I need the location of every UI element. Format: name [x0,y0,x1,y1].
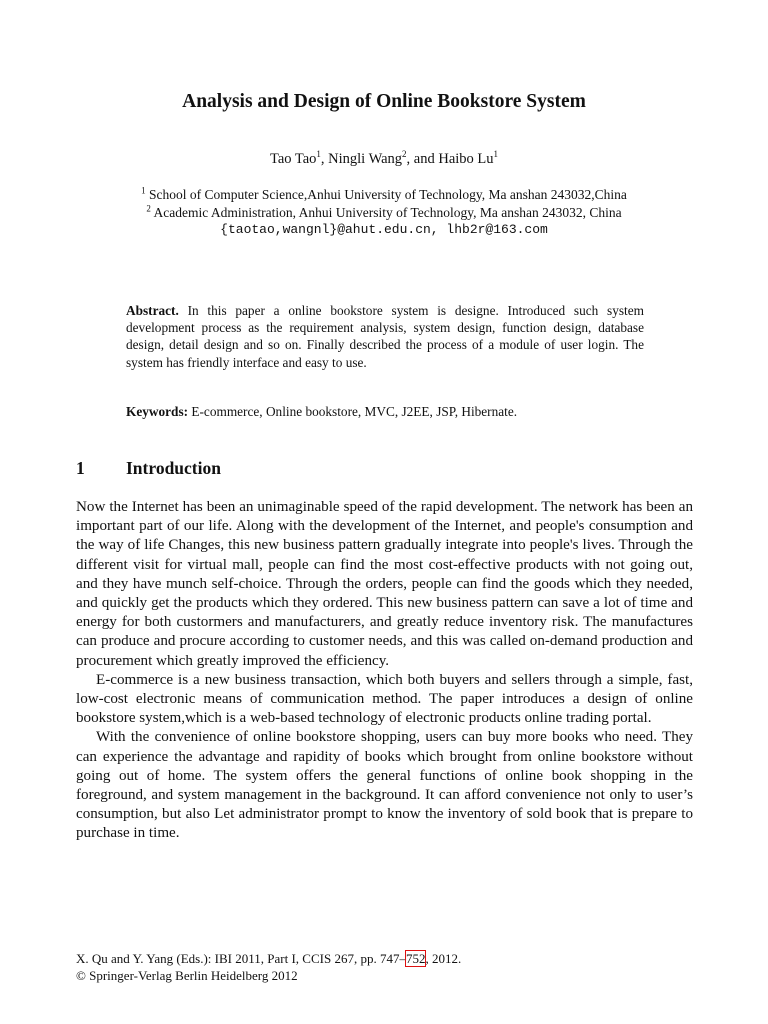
citation-prefix: X. Qu and Y. Yang (Eds.): IBI 2011, Part I, CCIS 267, pp. 747– [76,951,406,966]
page-end-link[interactable]: 752 [405,951,426,966]
abstract-text: In this paper a online bookstore system is designe. Introduced such system development process as the requirement analysis, system design, function design, database design, detail design and so on. Finally described the process of a module of user login. The system has friendly interface and easy to use. [126,303,644,370]
author-name: Haibo Lu [438,151,494,167]
affiliation-mark: 2 [146,203,151,214]
paragraph: Now the Internet has been an unimaginable speed of the rapid development. The network has been an important part of our life. Along with the development of the Internet, and people's consumption and the way of life Changes, this new business pattern gradually integrate into people's lives. Through the different visit for virtual mall, people can find the most cost-effective products with not going out, and they have munch self-choice. Through the orders, people can find the goods which they needed, and quickly get the products which they ordered. This new business pattern can save a lot of time and energy for both custormers and manufacturers, and greatly reduce inventory risk. The manufactures can produce and procure according to customer needs, and this was called on-demand production and procurement which greatly improved the efficiency. [76,499,693,669]
paragraph: With the convenience of online bookstore shopping, users can buy more books who need. They can experience the advantage and rapidity of books which brought from online bookstore without going out of home. The system offers the general functions of online book shopping in the foreground, and system management in the background. It can afford convenience not only to user’s consumption, but also Let administrator prompt to know the inventory of sold book that is prepare to purchase in time. [76,729,693,842]
citation-suffix: , 2012. [425,951,462,966]
author-separator: , and [406,151,439,167]
abstract [126,302,644,371]
abstract-label: Abstract. [126,303,179,318]
section-title: Introduction [126,458,221,478]
affiliation-text: School of Computer Science,Anhui University of Technology, Ma anshan 243032,China [145,187,627,202]
author-separator: , [320,151,329,167]
paragraph: E-commerce is a new business transaction, which both buyers and sellers through a simple, fast, low-cost electronic means of communication method. The paper introduces a design of online bookstore system,which is a web-based technology of electronic products online trading portal. [76,671,693,727]
copyright-line: © Springer-Verlag Berlin Heidelberg 2012 [76,968,298,983]
body-text [76,498,693,844]
paper-title: Analysis and Design of Online Bookstore System [182,91,586,112]
affiliation-text: Academic Administration, Anhui University of Technology, Ma anshan 243032, China [150,205,622,220]
citation-line [76,950,461,967]
affiliation-2 [0,204,768,222]
page-footer [76,950,461,984]
author-affiliation-mark: 2 [402,149,407,160]
author-name: Tao Tao [269,151,317,167]
affiliation-1 [0,186,768,204]
keywords [126,403,644,420]
author-emails: {taotao,wangnl}@ahut.edu.cn, lhb2r@163.com [220,222,548,237]
affiliation-mark: 1 [141,185,146,196]
author-affiliation-mark: 1 [316,149,321,160]
keywords-text: E-commerce, Online bookstore, MVC, J2EE, JSP, Hibernate. [188,404,518,419]
section-number: 1 [76,458,85,478]
author-name: Ningli Wang [328,151,403,167]
author-affiliation-mark: 1 [493,149,499,160]
author-list [0,149,768,169]
keywords-label: Keywords: [126,404,189,419]
